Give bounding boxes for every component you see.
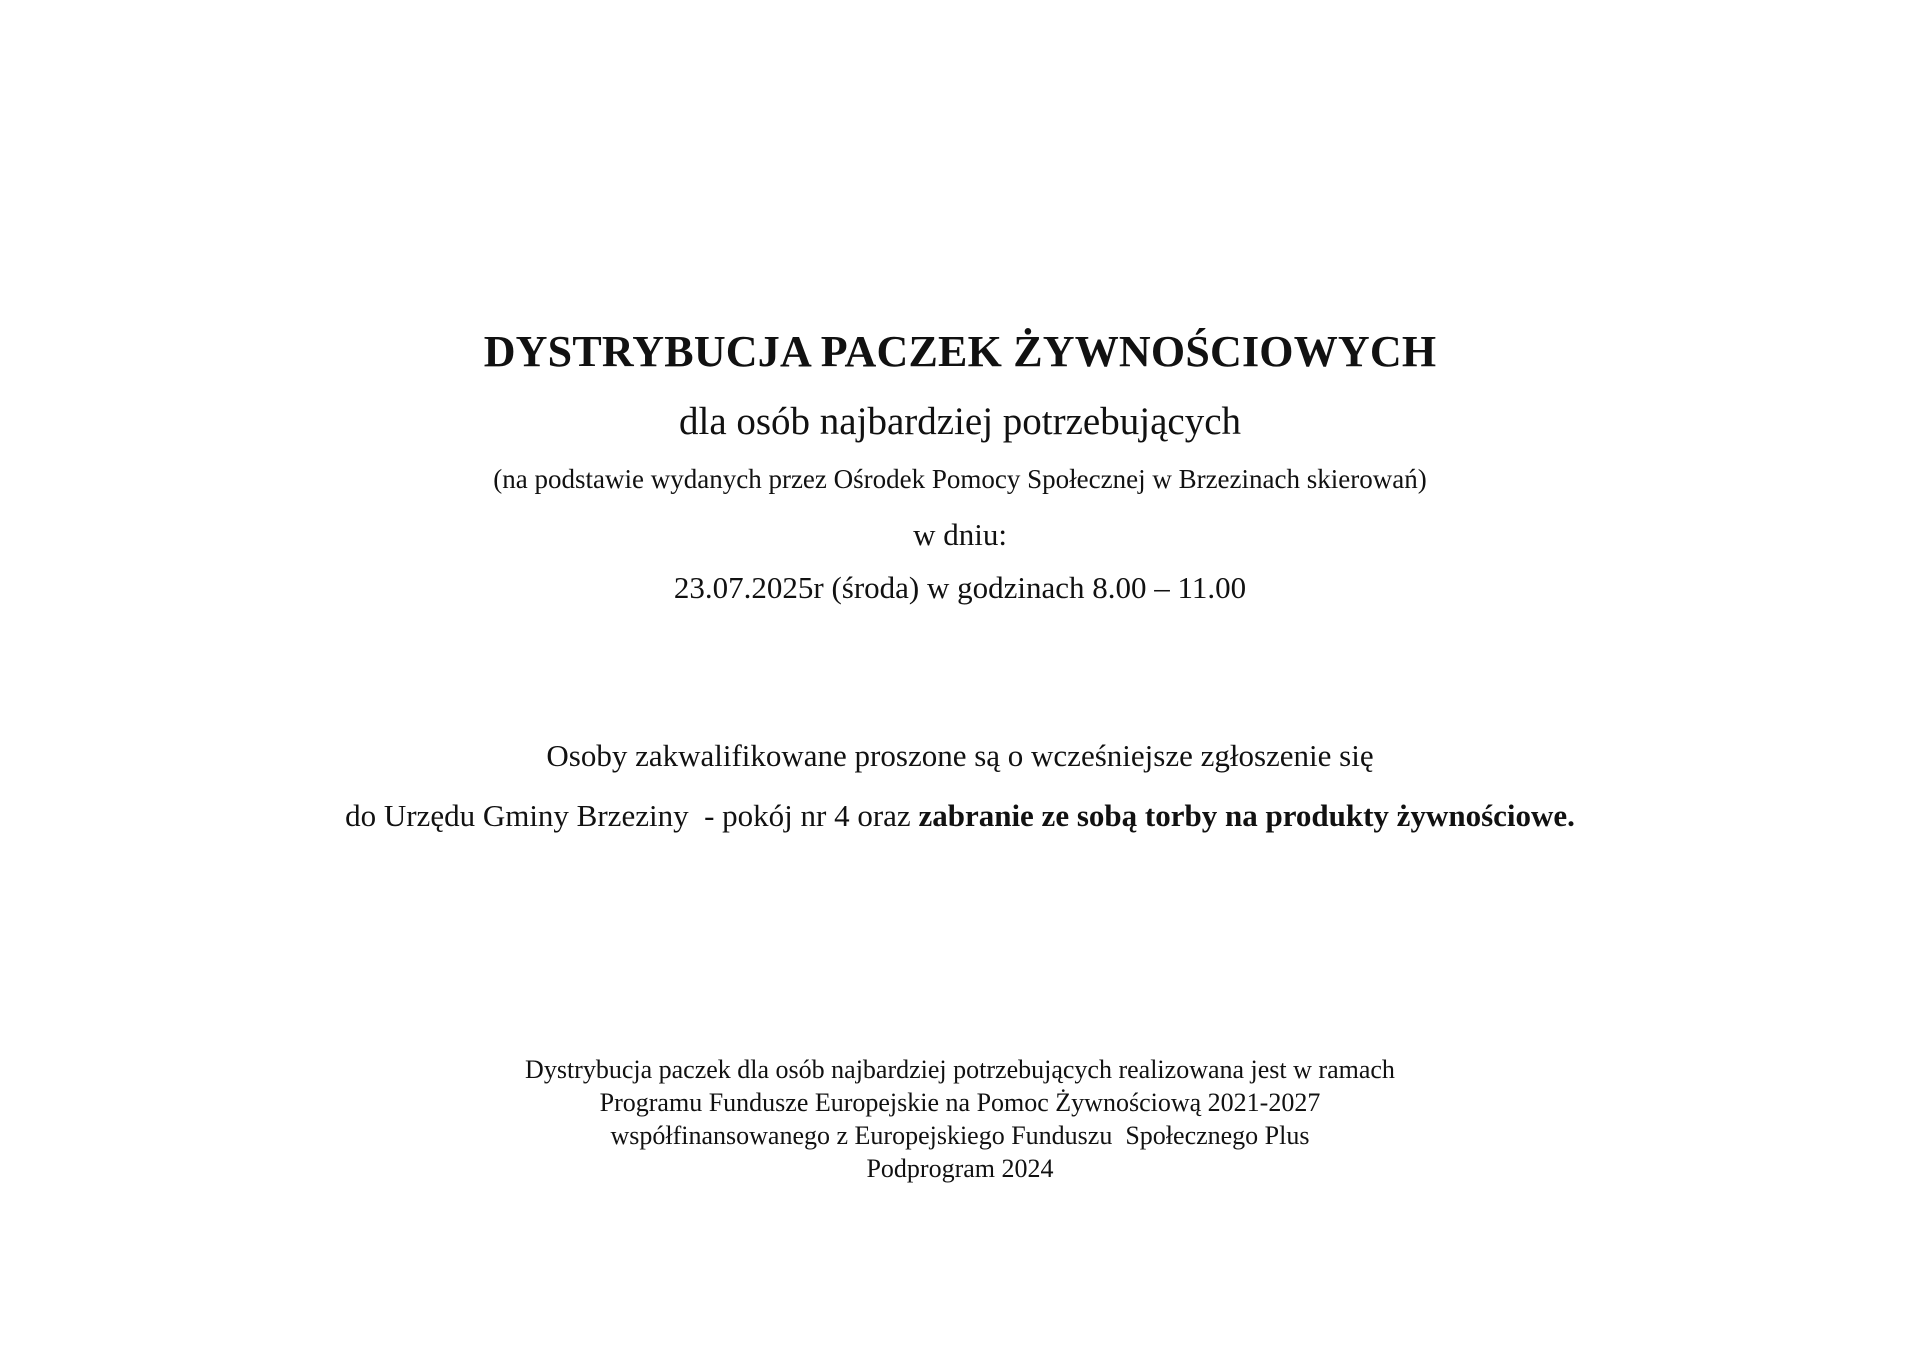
footer-line: współfinansowanego z Europejskiego Funduszu Społecznego Plus [610,1121,1310,1150]
announcement-line-1: Osoby zakwalifikowane proszone są o wcześniejsze zgłoszenie się [546,738,1374,773]
announcement-line-2 [0,800,1920,831]
footer-line: Programu Fundusze Europejskie na Pomoc Żywnościową 2021-2027 [599,1088,1321,1117]
referral-note: (na podstawie wydanych przez Ośrodek Pomocy Społecznej w Brzezinach skierowań) [493,464,1427,494]
on-day-label: w dniu: [913,517,1007,552]
document-subtitle: dla osób najbardziej potrzebujących [678,400,1241,443]
footer-line: Dystrybucja paczek dla osób najbardziej potrzebujących realizowana jest w ramach [525,1055,1395,1084]
funding-footer [0,1053,1920,1185]
announcement-line-2-bold: zabranie ze sobą torby na produkty żywnościowe. [918,798,1575,833]
footer-line: Podprogram 2024 [866,1154,1054,1183]
announcement-line-2-plain: do Urzędu Gminy Brzeziny - pokój nr 4 oraz [345,798,919,833]
distribution-date-time: 23.07.2025r (środa) w godzinach 8.00 – 11.00 [673,570,1247,605]
document-title: DYSTRYBUCJA PACZEK ŻYWNOŚCIOWYCH [483,327,1437,376]
